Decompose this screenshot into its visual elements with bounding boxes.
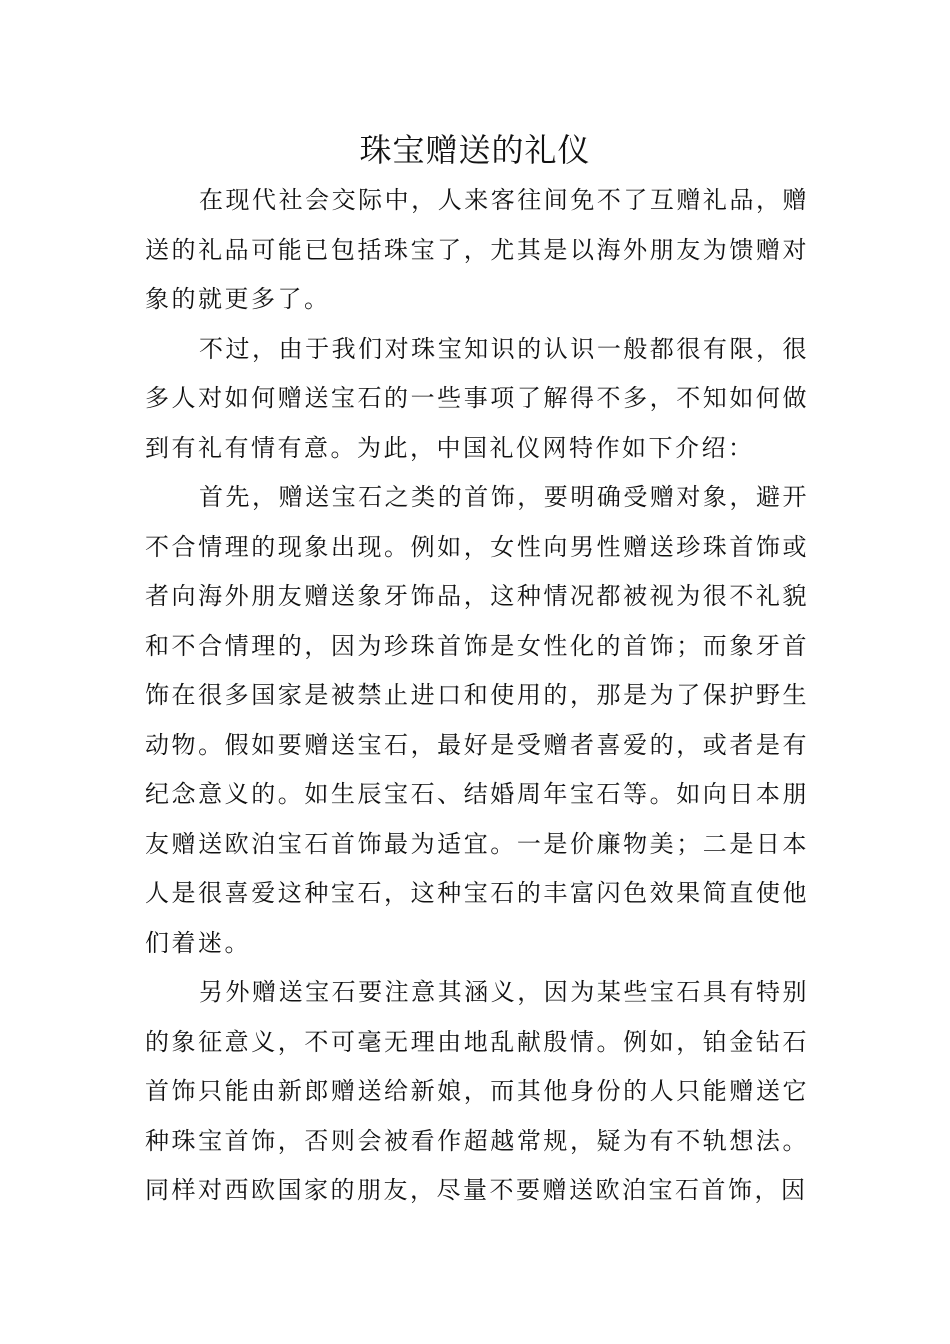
document-body [145, 176, 809, 1216]
paragraph-1: 在现代社会交际中，人来客往间免不了互赠礼品，赠送的礼品可能已包括珠宝了，尤其是以海外朋友为馈赠对象的就更多了。 [145, 186, 809, 313]
paragraph-4: 另外赠送宝石要注意其涵义，因为某些宝石具有特别的象征意义，不可毫无理由地乱献殷情。例如，铂金钻石首饰只能由新郎赠送给新娘，而其他身份的人只能赠送它种珠宝首饰，否则会被看作超越常规，疑为有不轨想法。同样对西欧国家的朋友，尽量不要赠送欧泊宝石首饰，因 [145, 978, 809, 1204]
document-title: 珠宝赠送的礼仪 [359, 131, 591, 169]
paragraph-2: 不过，由于我们对珠宝知识的认识一般都很有限，很多人对如何赠送宝石的一些事项了解得不多，不知如何做到有礼有情有意。为此，中国礼仪网特作如下介绍： [145, 334, 809, 462]
paragraph-3: 首先，赠送宝石之类的首饰，要明确受赠对象，避开不合情理的现象出现。例如，女性向男性赠送珍珠首饰或者向海外朋友赠送象牙饰品，这种情况都被视为很不礼貌和不合情理的，因为珍珠首饰是女性化的首饰；而象牙首饰在很多国家是被禁止进口和使用的，那是为了保护野生动物。假如要赠送宝石，最好是受赠者喜爱的，或者是有纪念意义的。如生辰宝石、结婚周年宝石等。如向日本朋友赠送欧泊宝石首饰最为适宜。一是价廉物美；二是日本人是很喜爱这种宝石，这种宝石的丰富闪色效果简直使他们着迷。 [145, 483, 809, 957]
